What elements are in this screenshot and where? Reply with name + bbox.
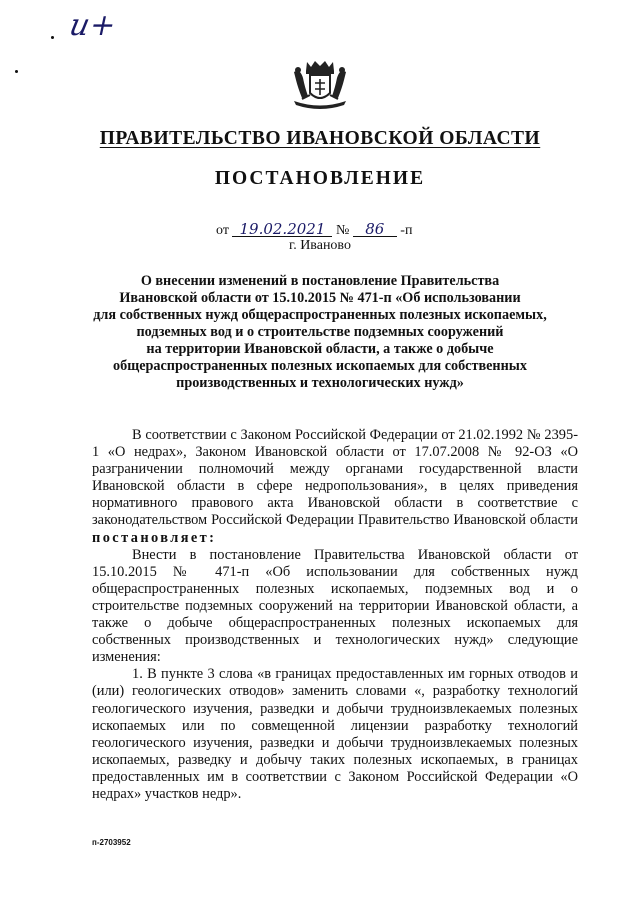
amendment-intro-paragraph: Внести в постановление Правительства Ивановской области от 15.10.2015 № 471-п «Об использовании для собственных нужд общераспространенных полезных ископаемых, подземных вод и о строительстве подземных сооружений на территории Ивановской области, а также о добыче общераспространенных полезных ископаемых для собственных производственных и технологических нужд» следующие изменения: xyxy=(92,546,578,666)
title-line: О внесении изменений в постановление Правительства xyxy=(140,273,500,289)
document-body xyxy=(92,427,578,803)
city: г. Иваново xyxy=(289,238,351,253)
resolution-title xyxy=(80,273,560,392)
number-suffix: -п xyxy=(400,223,413,238)
preamble-paragraph xyxy=(92,427,578,547)
document-type: ПОСТАНОВЛЕНИЕ xyxy=(214,168,426,189)
title-line: на территории Ивановской области, а также о добыче xyxy=(146,341,494,357)
coat-of-arms-emblem xyxy=(290,58,350,110)
title-line: общераспространенных полезных ископаемых для собственных xyxy=(113,358,527,374)
number-label: № xyxy=(335,223,350,238)
document-code: п-2703952 xyxy=(92,838,131,847)
government-title: ПРАВИТЕЛЬСТВО ИВАНОВСКОЙ ОБЛАСТИ xyxy=(99,128,541,149)
title-line: для собственных нужд общераспространенных полезных ископаемых, xyxy=(93,307,547,323)
preamble-text: В соответствии с Законом Российской Федерации от 21.02.1992 № 2395-1 «О недрах», Законом Ивановской области от 17.07.2008 № 92-ОЗ «О разграничении полномочий между органами государственной власти Ивановской области в сфере недропользования», в целях приведения нормативного правового акта Ивановской области в соответствие с законодательством Российской Федерации Правительство Ивановской области xyxy=(92,427,578,529)
amendment-item-1: 1. В пункте 3 слова «в границах предоставленных им горных отводов и (или) геологических отводов» заменить словами «, разработку технологий геологического изучения, разведки и добычи трудноизвлекаемых полезных ископаемых или по совмещенной лицензии разработку технологий геологического изучения, разведки и добычи трудноизвлекаемых полезных ископаемых, разведку и добычу таких полезных ископаемых, в границах предоставленных им в соответствии с Законом Российской Федерации «О недрах» участков недр». xyxy=(92,666,578,802)
date-number-line xyxy=(216,222,412,239)
resolves-word: постановляет: xyxy=(92,529,217,546)
scan-dot xyxy=(51,36,54,39)
title-line: производственных и технологических нужд» xyxy=(176,375,464,391)
handwritten-corner-note: и+ xyxy=(66,8,121,43)
handwritten-number: 86 xyxy=(353,222,397,237)
title-line: Ивановской области от 15.10.2015 № 471-п «Об использовании xyxy=(119,290,521,306)
handwritten-date: 19.02.2021 xyxy=(232,222,332,237)
title-line: подземных вод и о строительстве подземных сооружений xyxy=(136,324,504,340)
date-prefix: от xyxy=(216,223,229,238)
scan-dot xyxy=(15,70,18,73)
